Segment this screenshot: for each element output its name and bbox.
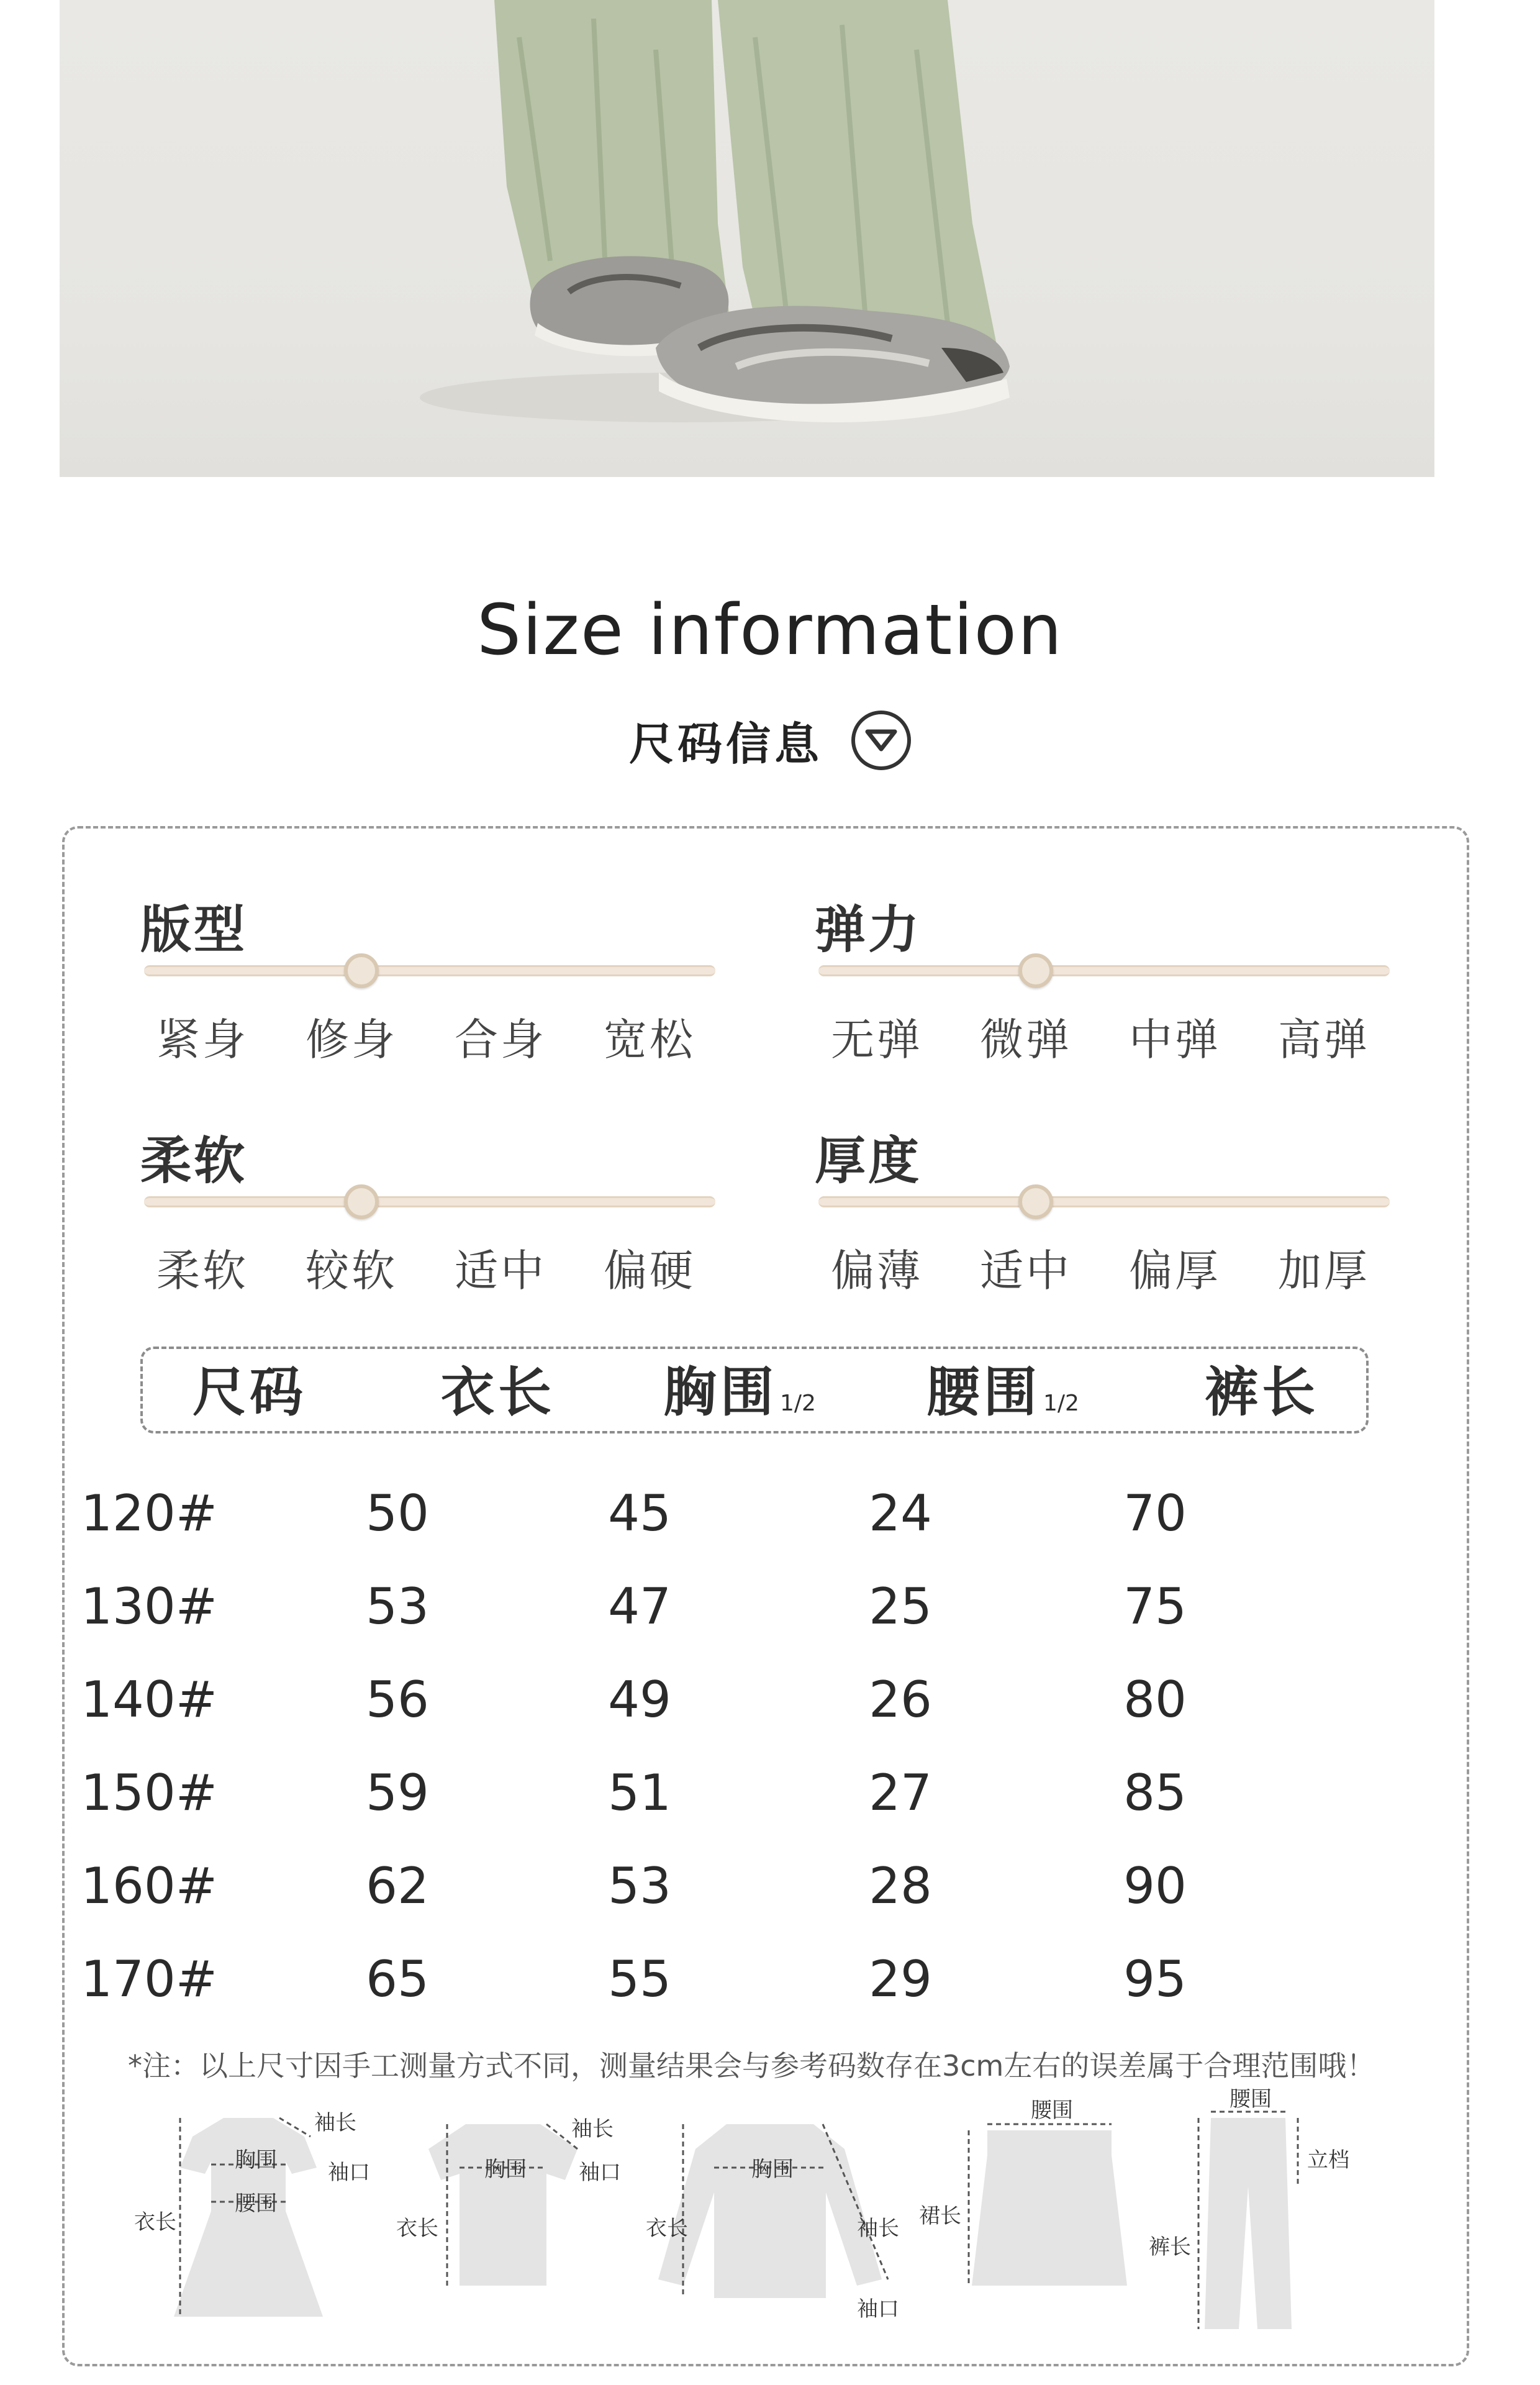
skirt-waist-label: 腰围 xyxy=(1031,2098,1073,2123)
table-cell: 160# xyxy=(81,1857,217,1915)
softness-option: 偏硬 xyxy=(604,1245,695,1296)
fit-slider-track xyxy=(144,965,715,976)
pants-and-sneakers-illustration xyxy=(60,0,1434,477)
table-cell: 27 xyxy=(869,1764,932,1822)
size-table-header xyxy=(140,1347,1369,1433)
softness-slider-track xyxy=(144,1196,715,1207)
fit-option: 合身 xyxy=(455,1014,546,1065)
elasticity-option: 无弹 xyxy=(831,1014,923,1065)
table-cell: 120# xyxy=(81,1484,217,1542)
section-title-en: Size information xyxy=(477,590,1063,671)
pants-rise-label: 立档 xyxy=(1307,2148,1349,2173)
sweatshirt-chest-label: 胸围 xyxy=(751,2157,794,2182)
attribute-name: 弹力 xyxy=(815,901,922,960)
elasticity-slider-track xyxy=(818,965,1390,976)
table-cell: 140# xyxy=(81,1671,217,1729)
header-chest: 胸围 1/2 xyxy=(663,1361,816,1424)
tee-sleeve-length-label: 袖长 xyxy=(571,2117,614,2142)
table-cell: 85 xyxy=(1123,1764,1187,1822)
header-pants-length: 裤长 xyxy=(1205,1361,1319,1424)
dress-chest-label: 胸围 xyxy=(235,2148,277,2173)
attribute-elasticity xyxy=(815,889,1398,1068)
table-cell: 59 xyxy=(366,1764,429,1822)
fit-option: 宽松 xyxy=(604,1014,695,1065)
pants-diagram xyxy=(1149,2087,1385,2329)
skirt-diagram xyxy=(919,2093,1130,2329)
table-cell: 50 xyxy=(366,1484,429,1542)
table-cell: 45 xyxy=(608,1484,671,1542)
table-cell: 24 xyxy=(869,1484,932,1542)
elasticity-option: 高弹 xyxy=(1278,1014,1370,1065)
thickness-slider-knob xyxy=(1018,1184,1053,1219)
thickness-option: 偏厚 xyxy=(1129,1245,1221,1296)
attribute-thickness xyxy=(815,1120,1398,1299)
sweatshirt-cuff-label: 袖口 xyxy=(857,2297,899,2322)
softness-option: 适中 xyxy=(455,1245,546,1296)
table-cell: 28 xyxy=(869,1857,932,1915)
attribute-softness xyxy=(140,1120,724,1299)
attribute-name: 版型 xyxy=(140,901,248,960)
measurement-note: *注：以上尺寸因手工测量方式不同，测量结果会与参考码数存在3cm左右的误差属于合理范围哦！ xyxy=(128,2049,1375,2083)
table-cell: 55 xyxy=(608,1950,671,2008)
sweatshirt-sleeve-length-label: 袖长 xyxy=(857,2216,899,2241)
table-cell: 150# xyxy=(81,1764,217,1822)
tee-chest-label: 胸围 xyxy=(484,2157,527,2182)
product-photo xyxy=(60,0,1434,477)
table-cell: 51 xyxy=(608,1764,671,1822)
sweatshirt-diagram xyxy=(646,2093,907,2329)
thickness-option: 加厚 xyxy=(1278,1245,1370,1296)
thickness-option: 偏薄 xyxy=(831,1245,923,1296)
table-cell: 26 xyxy=(869,1671,932,1729)
table-cell: 25 xyxy=(869,1578,932,1635)
attribute-fit xyxy=(140,889,724,1068)
table-cell: 62 xyxy=(366,1857,429,1915)
sweatshirt-length-label: 衣长 xyxy=(646,2216,688,2241)
header-chest-half: 1/2 xyxy=(780,1391,816,1416)
fit-slider-knob xyxy=(344,953,379,988)
table-cell: 53 xyxy=(366,1578,429,1635)
section-title-row xyxy=(0,708,1540,773)
table-cell: 75 xyxy=(1123,1578,1187,1635)
tee-diagram xyxy=(391,2093,627,2329)
tee-length-label: 衣长 xyxy=(396,2216,438,2241)
table-cell: 90 xyxy=(1123,1857,1187,1915)
dress-cuff-label: 袖口 xyxy=(328,2160,370,2185)
section-title-zh: 尺码信息 xyxy=(628,718,823,770)
table-cell: 47 xyxy=(608,1578,671,1635)
header-waist-half: 1/2 xyxy=(1043,1391,1079,1416)
tee-cuff-label: 袖口 xyxy=(579,2160,621,2185)
fit-option: 紧身 xyxy=(156,1014,248,1065)
elasticity-option: 中弹 xyxy=(1129,1014,1221,1065)
table-cell: 29 xyxy=(869,1950,932,2008)
table-cell: 95 xyxy=(1123,1950,1187,2008)
attribute-name: 柔软 xyxy=(140,1132,248,1191)
elasticity-option: 微弹 xyxy=(980,1014,1072,1065)
table-cell: 65 xyxy=(366,1950,429,2008)
header-size: 尺码 xyxy=(192,1361,307,1424)
thickness-option: 适中 xyxy=(980,1245,1072,1296)
chevron-down-icon xyxy=(851,711,911,770)
skirt-length-label: 裙长 xyxy=(919,2204,961,2228)
table-cell: 130# xyxy=(81,1578,217,1635)
attribute-name: 厚度 xyxy=(815,1132,922,1191)
pants-waist-label: 腰围 xyxy=(1230,2087,1272,2112)
fit-option: 修身 xyxy=(306,1014,397,1065)
table-cell: 70 xyxy=(1123,1484,1187,1542)
softness-option: 柔软 xyxy=(156,1245,248,1296)
header-waist: 腰围 1/2 xyxy=(926,1361,1079,1424)
dress-length-label: 衣长 xyxy=(134,2210,176,2235)
dress-sleeve-length-label: 袖长 xyxy=(314,2110,356,2135)
softness-slider-knob xyxy=(344,1184,379,1219)
dress-diagram xyxy=(130,2093,370,2329)
header-length: 衣长 xyxy=(441,1361,555,1424)
softness-option: 较软 xyxy=(306,1245,397,1296)
table-cell: 56 xyxy=(366,1671,429,1729)
dress-waist-label: 腰围 xyxy=(235,2191,277,2216)
table-cell: 170# xyxy=(81,1950,217,2008)
table-cell: 49 xyxy=(608,1671,671,1729)
elasticity-slider-knob xyxy=(1018,953,1053,988)
table-cell: 80 xyxy=(1123,1671,1187,1729)
pants-icon xyxy=(1149,2093,1385,2342)
pants-length-label: 裤长 xyxy=(1149,2235,1191,2260)
table-cell: 53 xyxy=(608,1857,671,1915)
thickness-slider-track xyxy=(818,1196,1390,1207)
